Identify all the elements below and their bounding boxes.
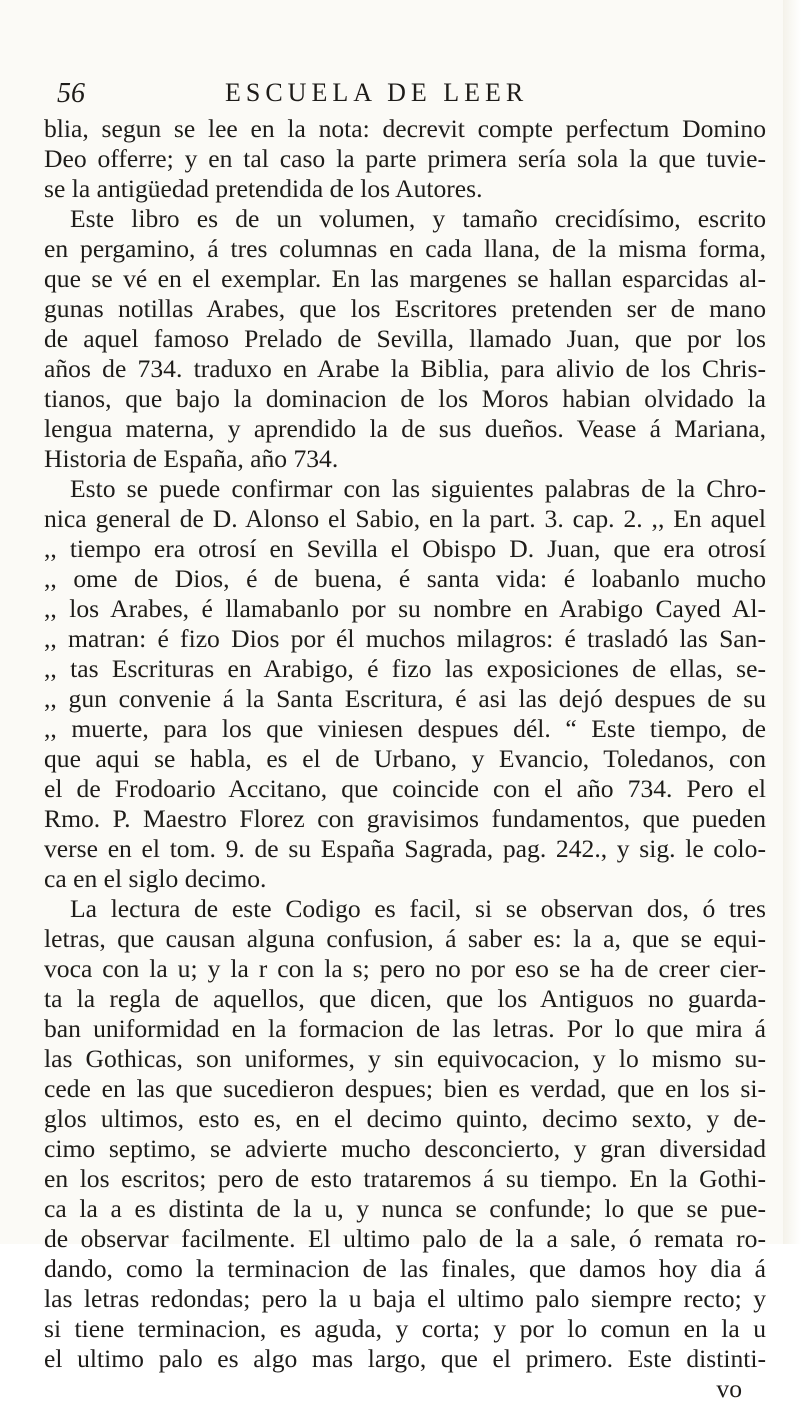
text-line: letras, que causan alguna confusion, á saber es: la a, que se equi- bbox=[44, 924, 766, 953]
text-line: en pergamino, á tres columnas en cada llana, de la misma forma, bbox=[44, 234, 766, 263]
text-line: Historia de España, año 734. bbox=[44, 444, 339, 473]
text-line: en los escritos; pero de esto trataremos á su tiempo. En la Gothi- bbox=[44, 1164, 766, 1193]
text-line: Esto se puede confirmar con las siguientes palabras de la Chro- bbox=[70, 474, 766, 503]
text-line: lengua materna, y aprendido la de sus dueños. Vease á Mariana, bbox=[44, 414, 766, 443]
catchword: vo bbox=[716, 1374, 742, 1403]
text-line: gunas notillas Arabes, que los Escritores pretenden ser de mano bbox=[44, 294, 766, 323]
text-line: voca con la u; y la r con la s; pero no por eso se ha de creer cier- bbox=[44, 954, 766, 983]
text-line: glos ultimos, esto es, en el decimo quinto, decimo sexto, y de- bbox=[44, 1104, 766, 1133]
text-line: las letras redondas; pero la u baja el ultimo palo siempre recto; y bbox=[44, 1284, 766, 1313]
text-line: cede en las que sucedieron despues; bien es verdad, que en los si- bbox=[44, 1074, 766, 1103]
text-line: ,, tas Escrituras en Arabigo, é fizo las exposiciones de ellas, se- bbox=[44, 654, 766, 683]
text-line: ta la regla de aquellos, que dicen, que los Antiguos no guarda- bbox=[44, 984, 766, 1013]
text-line: de observar facilmente. El ultimo palo de la a sale, ó remata ro- bbox=[44, 1224, 766, 1253]
text-line: verse en el tom. 9. de su España Sagrada, pag. 242., y sig. le colo- bbox=[44, 834, 766, 863]
text-line: el ultimo palo es algo mas largo, que el primero. Este distinti- bbox=[44, 1344, 766, 1373]
text-line: dando, como la terminacion de las finales, que damos hoy dia á bbox=[44, 1254, 766, 1283]
body-text bbox=[44, 114, 766, 1404]
page-header bbox=[57, 78, 757, 110]
text-line: ,, matran: é fizo Dios por él muchos milagros: é trasladó las San- bbox=[44, 624, 766, 653]
running-head: ESCUELA DE LEER bbox=[225, 78, 529, 107]
text-line: Rmo. P. Maestro Florez con gravisimos fundamentos, que pueden bbox=[44, 804, 766, 833]
text-line: ,, gun convenie á la Santa Escritura, é asi las dejó despues de su bbox=[44, 684, 766, 713]
text-line: ,, muerte, para los que viniesen despues dél. “ Este tiempo, de bbox=[44, 714, 766, 743]
page-edge bbox=[783, 0, 801, 1244]
text-line: ,, tiempo era otrosí en Sevilla el Obispo D. Juan, que era otrosí bbox=[44, 534, 766, 563]
text-line: ca en el siglo decimo. bbox=[44, 864, 267, 893]
text-line: ban uniformidad en la formacion de las letras. Por lo que mira á bbox=[44, 1014, 766, 1043]
text-line: blia, segun se lee en la nota: decrevit compte perfectum Domino bbox=[44, 114, 766, 143]
text-line: nica general de D. Alonso el Sabio, en la part. 3. cap. 2. ,, En aquel bbox=[44, 504, 766, 533]
text-line: de aquel famoso Prelado de Sevilla, llamado Juan, que por los bbox=[44, 324, 766, 353]
text-line: años de 734. traduxo en Arabe la Biblia, para alivio de los Chris- bbox=[44, 354, 766, 383]
text-line: se la antigüedad pretendida de los Autores. bbox=[44, 174, 483, 203]
text-line: cimo septimo, se advierte mucho desconcierto, y gran diversidad bbox=[44, 1134, 766, 1163]
page-number: 56 bbox=[57, 78, 85, 109]
text-line: Este libro es de un volumen, y tamaño crecidísimo, escrito bbox=[70, 204, 766, 233]
text-line: ,, los Arabes, é llamabanlo por su nombre en Arabigo Cayed Al- bbox=[44, 594, 766, 623]
text-line: si tiene terminacion, es aguda, y corta; y por lo comun en la u bbox=[44, 1314, 766, 1343]
text-line: Deo offerre; y en tal caso la parte primera sería sola la que tuvie- bbox=[44, 144, 766, 173]
text-line: que se vé en el exemplar. En las margenes se hallan esparcidas al- bbox=[44, 264, 766, 293]
text-line: tianos, que bajo la dominacion de los Moros habian olvidado la bbox=[44, 384, 766, 413]
text-line: ,, ome de Dios, é de buena, é santa vida: é loabanlo mucho bbox=[44, 564, 766, 593]
text-line: que aqui se habla, es el de Urbano, y Evancio, Toledanos, con bbox=[44, 744, 766, 773]
text-line: ca la a es distinta de la u, y nunca se confunde; lo que se pue- bbox=[44, 1194, 766, 1223]
text-line: el de Frodoario Accitano, que coincide con el año 734. Pero el bbox=[44, 774, 766, 803]
text-line: La lectura de este Codigo es facil, si se observan dos, ó tres bbox=[70, 894, 766, 923]
text-line: las Gothicas, son uniformes, y sin equivocacion, y lo mismo su- bbox=[44, 1044, 766, 1073]
